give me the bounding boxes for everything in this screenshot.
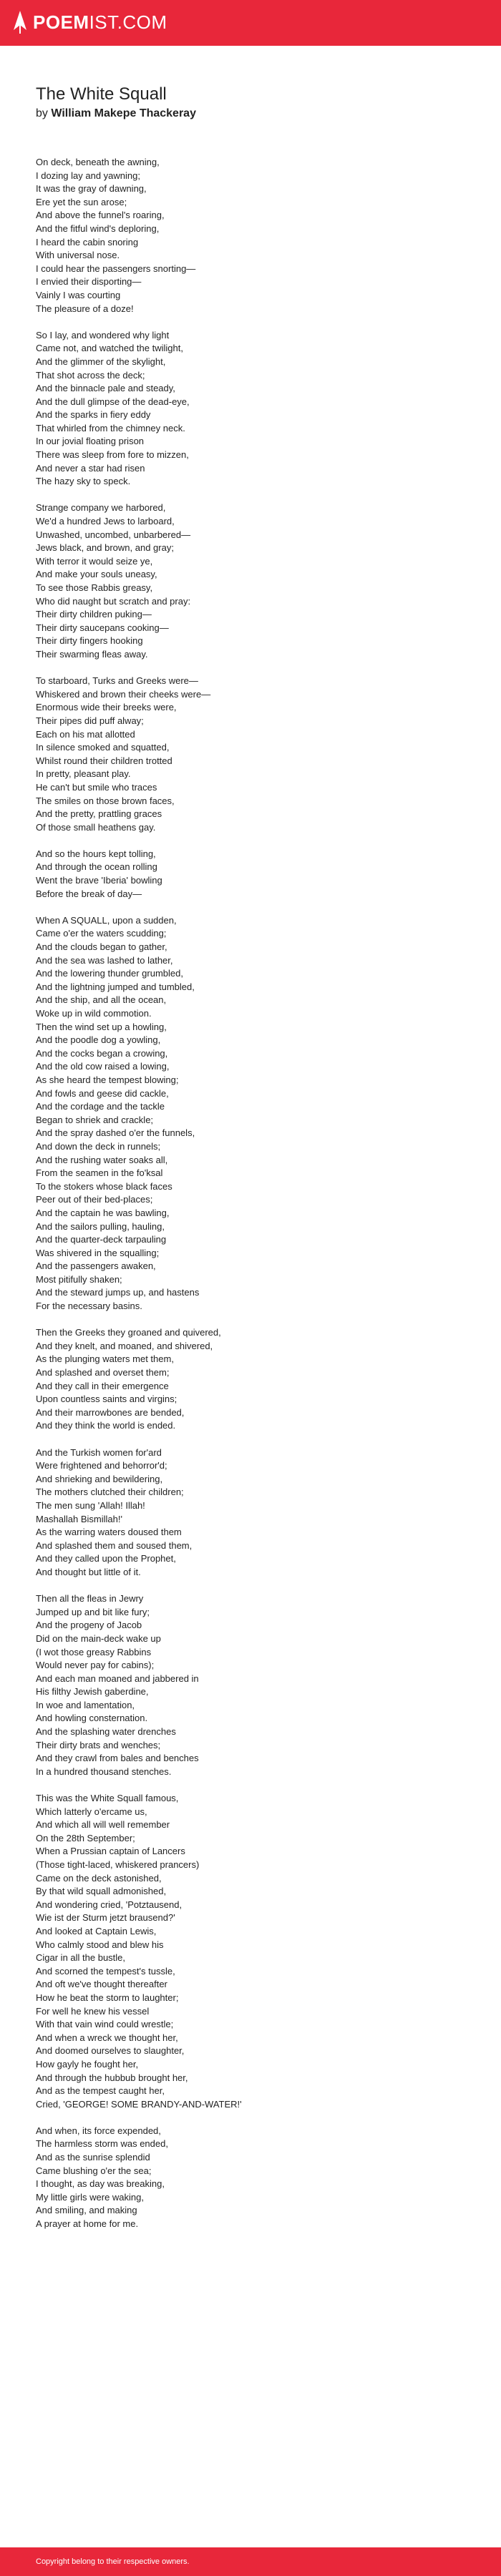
poem-line: And the captain he was bawling, xyxy=(36,1207,170,1218)
poem-line: And the passengers awaken, xyxy=(36,1260,156,1272)
poem-line: That shot across the deck; xyxy=(36,369,145,381)
poem-line: And the quarter-deck tarpauling xyxy=(36,1234,167,1245)
stanza xyxy=(36,2125,465,2231)
poem-line: And they call in their emergence xyxy=(36,1380,169,1391)
poem-title: The White Squall xyxy=(36,84,167,104)
poem-line: And the spray dashed o'er the funnels, xyxy=(36,1127,195,1139)
site-logo[interactable] xyxy=(13,10,167,34)
poem-line: My little girls were waking, xyxy=(36,2191,144,2203)
poem-line: In silence smoked and squatted, xyxy=(36,742,170,753)
poem-line: And the old cow raised a lowing, xyxy=(36,1061,170,1072)
poem-line: And wondering cried, 'Potztausend, xyxy=(36,1899,183,1910)
by-label: by xyxy=(36,107,48,119)
poem-line: In a hundred thousand stenches. xyxy=(36,1766,172,1777)
poem-line: And thought but little of it. xyxy=(36,1566,141,1577)
footer xyxy=(0,2547,501,2576)
poem-line: Unwashed, uncombed, unbarbered— xyxy=(36,529,191,540)
poem-line: Cried, 'GEORGE! SOME BRANDY-AND-WATER!' xyxy=(36,2098,242,2110)
poem-line: Jews black, and brown, and gray; xyxy=(36,542,174,554)
poem-line: And their marrowbones are bended, xyxy=(36,1406,185,1418)
poem-line: And splashed and overset them; xyxy=(36,1367,170,1378)
poem-line: When A SQUALL, upon a sudden, xyxy=(36,914,177,926)
poem-line: The harmless storm was ended, xyxy=(36,2138,168,2150)
poem-line: And the binnacle pale and steady, xyxy=(36,383,175,394)
poem-line: Their pipes did puff alway; xyxy=(36,715,144,726)
poem-line: And above the funnel's roaring, xyxy=(36,210,165,221)
poem-line: With universal nose. xyxy=(36,250,120,261)
stanza xyxy=(36,848,465,901)
poem-line: And which all will well remember xyxy=(36,1819,170,1831)
poem-line: Their dirty brats and wenches; xyxy=(36,1739,161,1750)
poem-line: The smiles on those brown faces, xyxy=(36,795,175,806)
stanza xyxy=(36,1592,465,1778)
poem-line: We'd a hundred Jews to larboard, xyxy=(36,516,175,527)
poem-line: And they knelt, and moaned, and shivered, xyxy=(36,1340,213,1351)
poem-line: So I lay, and wondered why light xyxy=(36,329,170,341)
poem-line: Most pitifully shaken; xyxy=(36,1273,122,1285)
poem-line: Then all the fleas in Jewry xyxy=(36,1593,144,1605)
quill-icon xyxy=(13,11,27,34)
poem-line: How he beat the storm to laughter; xyxy=(36,1992,179,2003)
top-bar xyxy=(0,0,501,46)
stanza xyxy=(36,914,465,1313)
stanza xyxy=(36,329,465,489)
poem-line: And through the hubbub brought her, xyxy=(36,2072,188,2083)
brand-light: IST.COM xyxy=(89,11,167,33)
poem-line: And as the sunrise splendid xyxy=(36,2152,150,2163)
poem-line: And the sailors pulling, hauling, xyxy=(36,1220,165,1232)
poem-line: He can't but smile who traces xyxy=(36,781,157,793)
poem-line: And through the ocean rolling xyxy=(36,861,157,873)
poem-line: And when a wreck we thought her, xyxy=(36,2032,178,2043)
poem-line: Woke up in wild commotion. xyxy=(36,1008,152,1019)
poem-line: Were frightened and behorror'd; xyxy=(36,1460,167,1471)
poem-line: And the ship, and all the ocean, xyxy=(36,994,167,1006)
poem-line: And they called upon the Prophet, xyxy=(36,1553,176,1564)
poem-line: And the dull glimpse of the dead-eye, xyxy=(36,396,190,407)
poem-line: And the splashing water drenches xyxy=(36,1726,176,1738)
poem-line: Their dirty children puking— xyxy=(36,609,152,620)
poem-line: Ere yet the sun arose; xyxy=(36,196,127,207)
poem-line: And fowls and geese did cackle, xyxy=(36,1087,169,1099)
poem-line: As the warring waters doused them xyxy=(36,1527,182,1538)
poem-line: Would never pay for cabins); xyxy=(36,1660,155,1671)
poem-line: Whilst round their children trotted xyxy=(36,755,172,766)
poem-line: I dozing lay and yawning; xyxy=(36,170,140,181)
poem-line: Who calmly stood and blew his xyxy=(36,1939,164,1950)
poem-line: Before the break of day— xyxy=(36,888,142,899)
poem-line: It was the gray of dawning, xyxy=(36,183,147,195)
poem-line: For the necessary basins. xyxy=(36,1301,142,1312)
poem-line: And smiling, and making xyxy=(36,2205,137,2216)
poem-line: His filthy Jewish gaberdine, xyxy=(36,1686,149,1698)
poem-line: And shrieking and bewildering, xyxy=(36,1473,163,1484)
poem-line: The men sung 'Allah! Illah! xyxy=(36,1499,145,1511)
author-link[interactable]: William Makepe Thackeray xyxy=(51,107,196,119)
poem-line: This was the White Squall famous, xyxy=(36,1793,179,1804)
poem-line: And each man moaned and jabbered in xyxy=(36,1673,199,1684)
poem-line: Upon countless saints and virgins; xyxy=(36,1394,177,1405)
poem-line: And the cordage and the tackle xyxy=(36,1101,165,1112)
poem-line: And doomed ourselves to slaughter, xyxy=(36,2045,185,2057)
poem-line: Was shivered in the squalling; xyxy=(36,1247,160,1258)
stanza xyxy=(36,156,465,315)
poem-line: To starboard, Turks and Greeks were— xyxy=(36,675,198,687)
poem-line: Did on the main-deck wake up xyxy=(36,1632,161,1644)
poem-line: And the poodle dog a yowling, xyxy=(36,1034,161,1046)
poem-line: And when, its force expended, xyxy=(36,2125,161,2136)
poem-line: (I wot those greasy Rabbins xyxy=(36,1646,152,1657)
poem-line: For well he knew his vessel xyxy=(36,2005,150,2017)
poem-line: I envied their disporting— xyxy=(36,276,142,288)
stanza xyxy=(36,1446,465,1580)
poem-line: The mothers clutched their children; xyxy=(36,1487,184,1498)
poem-line: I heard the cabin snoring xyxy=(36,236,139,248)
copyright-text: Copyright belong to their respective owners. xyxy=(36,2557,190,2566)
poem-line: And howling consternation. xyxy=(36,1713,148,1724)
poem-line: Jumped up and bit like fury; xyxy=(36,1606,150,1617)
poem-line: Then the wind set up a howling, xyxy=(36,1021,167,1032)
brand-name xyxy=(33,10,167,34)
poem-line: As the plunging waters met them, xyxy=(36,1353,174,1365)
poem-line: Which latterly o'ercame us, xyxy=(36,1806,147,1817)
poem-line: The pleasure of a doze! xyxy=(36,303,134,314)
poem-line: On deck, beneath the awning, xyxy=(36,157,160,167)
poem-line: And never a star had risen xyxy=(36,462,145,474)
poem-line: Of those small heathens gay. xyxy=(36,821,156,833)
poem-line: And they crawl from bales and benches xyxy=(36,1753,199,1764)
poem-line: And the sea was lashed to lather, xyxy=(36,954,173,966)
poem-line: Wie ist der Sturm jetzt brausend?' xyxy=(36,1912,175,1924)
poem-line: A prayer at home for me. xyxy=(36,2218,139,2230)
poem-line: And splashed them and soused them, xyxy=(36,1539,193,1551)
brand-bold: POEM xyxy=(33,11,89,33)
poem-line: Came o'er the waters scudding; xyxy=(36,928,167,939)
stanza xyxy=(36,675,465,834)
poem-line: And the progeny of Jacob xyxy=(36,1620,142,1631)
poem-line: And so the hours kept tolling, xyxy=(36,848,156,859)
poem-line: And the cocks began a crowing, xyxy=(36,1047,168,1059)
poem-line: Whiskered and brown their cheeks were— xyxy=(36,688,211,700)
poem-line: And the lowering thunder grumbled, xyxy=(36,968,183,979)
poem-line: And down the deck in runnels; xyxy=(36,1140,161,1152)
poem-line: Their dirty saucepans cooking— xyxy=(36,622,169,633)
poem-line: And the lightning jumped and tumbled, xyxy=(36,981,195,992)
poem-line: On the 28th September; xyxy=(36,1832,135,1843)
poem-line: To the stokers whose black faces xyxy=(36,1180,172,1192)
poem-line: To see those Rabbis greasy, xyxy=(36,582,153,593)
poem-line: And the sparks in fiery eddy xyxy=(36,409,151,421)
poem-line: Cigar in all the bustle, xyxy=(36,1952,126,1964)
poem-line: Their dirty fingers hooking xyxy=(36,635,143,647)
poem-line: Came blushing o'er the sea; xyxy=(36,2165,152,2176)
poem-line: And as the tempest caught her, xyxy=(36,2085,165,2097)
poem-line: And make your souls uneasy, xyxy=(36,569,157,580)
poem-line: With that vain wind could wrestle; xyxy=(36,2019,174,2030)
poem-line: And scorned the tempest's tussle, xyxy=(36,1965,175,1977)
poem-line: And the Turkish women for'ard xyxy=(36,1446,162,1458)
poem-line: As she heard the tempest blowing; xyxy=(36,1074,179,1085)
poem-line: I could hear the passengers snorting— xyxy=(36,263,196,274)
poem-line: And the rushing water soaks all, xyxy=(36,1154,168,1165)
poem-line: And the glimmer of the skylight, xyxy=(36,356,166,367)
poem-line: From the seamen in the fo'ksal xyxy=(36,1167,163,1179)
poem-line: And the fitful wind's deploring, xyxy=(36,222,160,234)
poem-line: Who did naught but scratch and pray: xyxy=(36,595,191,607)
poem-line: And the pretty, prattling graces xyxy=(36,808,162,820)
poem-line: Began to shriek and crackle; xyxy=(36,1114,154,1125)
stanza xyxy=(36,501,465,661)
poem-line: The hazy sky to speck. xyxy=(36,476,131,487)
poem-line: Came not, and watched the twilight, xyxy=(36,343,183,354)
poem-line: Enormous wide their breeks were, xyxy=(36,702,177,713)
poem-line: Went the brave 'Iberia' bowling xyxy=(36,875,162,886)
poem-line: Vainly I was courting xyxy=(36,289,121,300)
poem-line: That whirled from the chimney neck. xyxy=(36,422,185,434)
poem-line: And looked at Captain Lewis, xyxy=(36,1925,157,1936)
poem-line: I thought, as day was breaking, xyxy=(36,2178,165,2190)
poem-line: How gayly he fought her, xyxy=(36,2058,139,2070)
poem-line: In woe and lamentation, xyxy=(36,1699,135,1710)
stanza xyxy=(36,1326,465,1433)
poem-line: Came on the deck astonished, xyxy=(36,1872,162,1884)
poem-line: And the clouds began to gather, xyxy=(36,941,167,953)
poem-line: When a Prussian captain of Lancers xyxy=(36,1846,185,1857)
poem-line: Then the Greeks they groaned and quivered, xyxy=(36,1327,221,1338)
poem-line: And they think the world is ended. xyxy=(36,1420,176,1431)
poem-line: And oft we've thought thereafter xyxy=(36,1979,167,1990)
poem-line: Each on his mat allotted xyxy=(36,728,135,740)
poem-line: With terror it would seize ye, xyxy=(36,555,153,567)
poem-line: Mashallah Bismillah!' xyxy=(36,1513,122,1524)
poem-line: Peer out of their bed-places; xyxy=(36,1194,153,1205)
poem-body xyxy=(36,156,465,2244)
stanza xyxy=(36,1792,465,2111)
poem-line: By that wild squall admonished, xyxy=(36,1886,167,1897)
poem-line: (Those tight-laced, whiskered prancers) xyxy=(36,1859,200,1870)
poem-line: Strange company we harbored, xyxy=(36,502,166,514)
poem-line: There was sleep from fore to mizzen, xyxy=(36,449,189,461)
poem-line: And the steward jumps up, and hastens xyxy=(36,1287,200,1298)
poem-line: In pretty, pleasant play. xyxy=(36,768,131,780)
poem-line: Their swarming fleas away. xyxy=(36,648,148,660)
poem-line: In our jovial floating prison xyxy=(36,436,145,447)
byline xyxy=(36,106,196,122)
